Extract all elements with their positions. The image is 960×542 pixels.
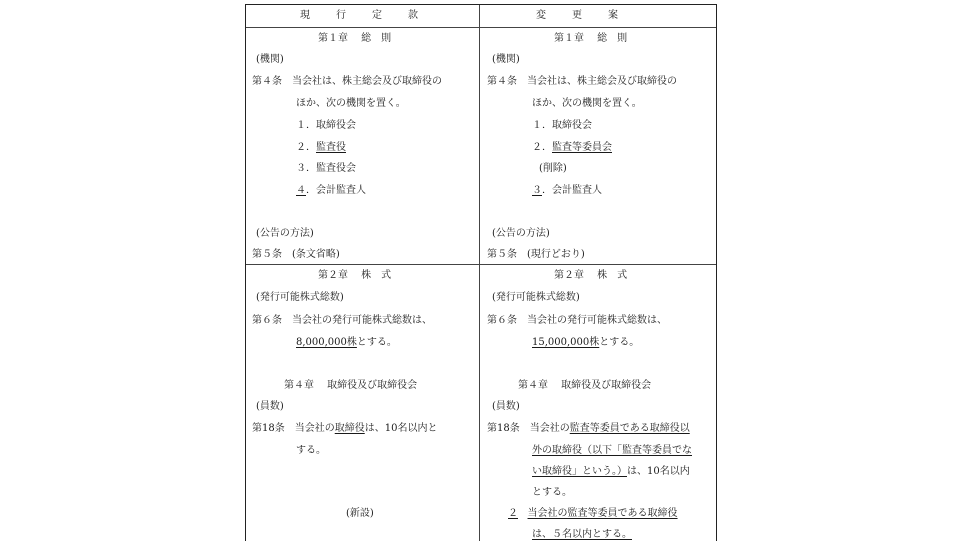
left-art5: 第５条 (条文省略): [252, 249, 340, 260]
right-art18-p2-line2: は、５名以内とする。: [532, 529, 632, 540]
right-chapter2-title: 第２章 株 式: [554, 270, 628, 281]
left-item3: ３．監査役会: [296, 163, 356, 174]
column-divider: [479, 5, 480, 541]
right-art4-line1: 第４条 当会社は、株主総会及び取締役の: [487, 76, 677, 87]
left-new-clause: (新設): [346, 508, 374, 519]
right-shares-heading: (発行可能株式総数): [492, 292, 580, 303]
right-item3: ３．会計監査人: [532, 185, 602, 196]
right-notice-heading: (公告の方法): [492, 228, 550, 239]
left-notice-heading: (公告の方法): [256, 228, 314, 239]
left-chapter1-title: 第１章 総 則: [318, 33, 392, 44]
right-art18-line4: とする。: [532, 487, 572, 498]
right-art18-line2: 外の取締役（以下「監査等委員でな: [532, 445, 692, 456]
left-chapter4-title: 第４章 取締役及び取締役会: [284, 380, 418, 391]
left-art6-line1: 第６条 当会社の発行可能株式総数は、: [252, 315, 432, 326]
right-deleted: (削除): [539, 163, 567, 174]
right-chapter1-title: 第１章 総 則: [554, 33, 628, 44]
left-art18-line2: する。: [296, 445, 326, 456]
right-art18-line3: い取締役」という。）は、10名以内: [532, 466, 690, 477]
left-art4-line1: 第４条 当会社は、株主総会及び取締役の: [252, 76, 442, 87]
right-art6-line1: 第６条 当会社の発行可能株式総数は、: [487, 315, 667, 326]
right-org-heading: (機関): [492, 54, 520, 65]
left-art6-line2: 8,000,000株とする。: [296, 337, 397, 348]
left-shares-heading: (発行可能株式総数): [256, 292, 344, 303]
right-chapter4-title: 第４章 取締役及び取締役会: [518, 380, 652, 391]
column-header-proposed: 変更案: [536, 10, 644, 21]
left-chapter2-title: 第２章 株 式: [318, 270, 392, 281]
left-item1: １．取締役会: [296, 120, 356, 131]
articles-comparison-table: [245, 4, 717, 541]
right-art6-line2: 15,000,000株とする。: [532, 337, 640, 348]
right-art5: 第５条 (現行どおり): [487, 249, 585, 260]
right-item2: ２．監査等委員会: [532, 142, 612, 153]
column-header-current: 現行定款: [300, 10, 444, 21]
right-art18-p2-line1: ２ 当会社の監査等委員である取締役: [508, 508, 678, 519]
left-members-heading: (員数): [256, 401, 284, 412]
left-art4-line2: ほか、次の機関を置く。: [296, 98, 406, 109]
section-divider: [246, 264, 716, 265]
left-art18-line1: 第18条 当会社の取締役は、10名以内と: [252, 423, 438, 434]
header-divider: [246, 27, 716, 28]
left-org-heading: (機関): [256, 54, 284, 65]
left-item4: ４．会計監査人: [296, 185, 366, 196]
right-item1: １．取締役会: [532, 120, 592, 131]
right-members-heading: (員数): [492, 401, 520, 412]
right-art18-line1: 第18条 当会社の監査等委員である取締役以: [487, 423, 690, 434]
right-art4-line2: ほか、次の機関を置く。: [532, 98, 642, 109]
left-item2: ２．監査役: [296, 142, 346, 153]
